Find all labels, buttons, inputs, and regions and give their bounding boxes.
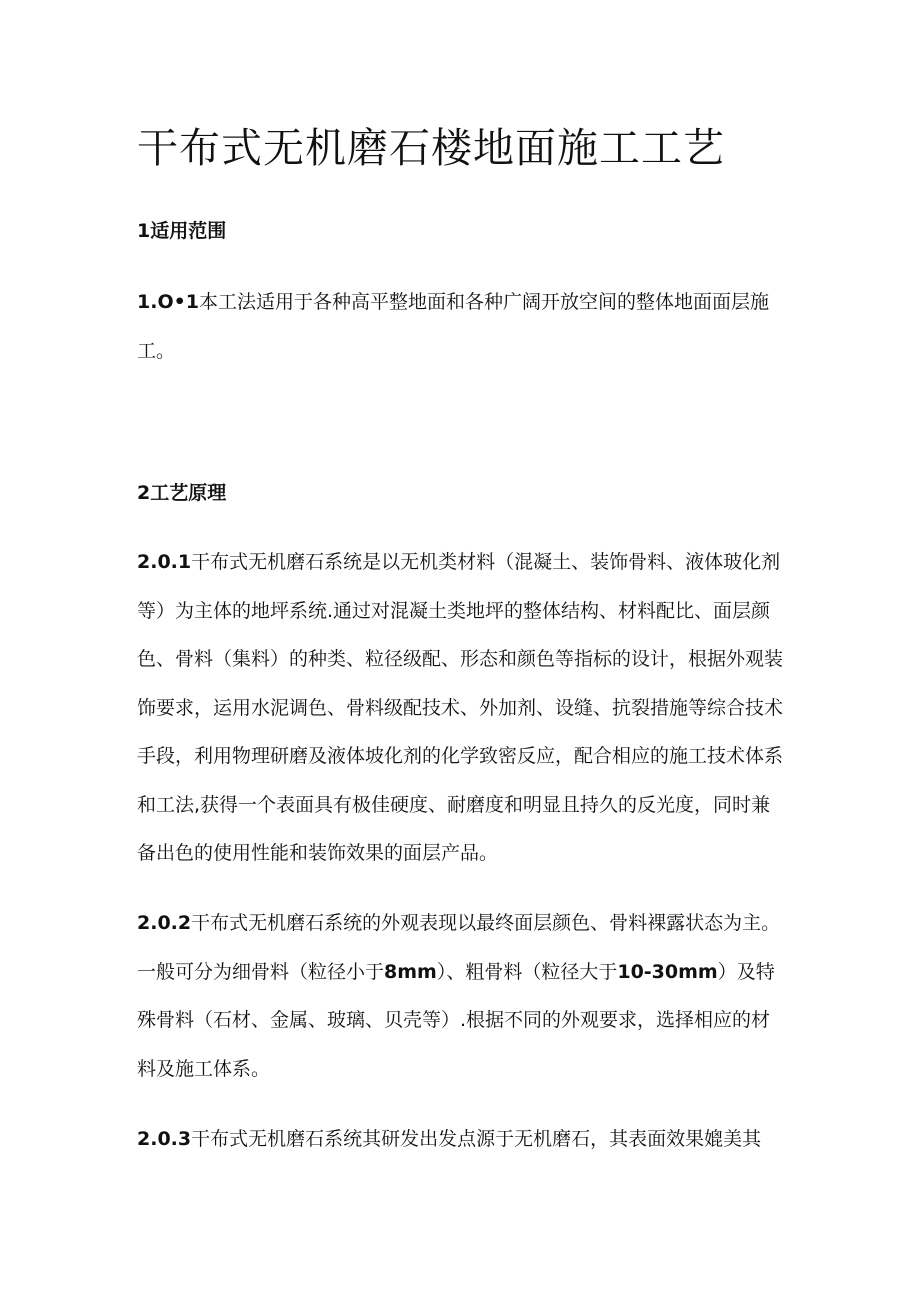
paragraph-text: 干布式无机磨石系统的外观表现以最终面层颜色、骨料裸露状态为主。一般可分为细骨料（粒径小于 — [137, 912, 781, 983]
document-title: 干布式无机磨石楼地面施工工艺 — [137, 124, 725, 172]
paragraph-number: 2.0.1 — [137, 551, 192, 573]
paragraph-2-0-2 — [137, 899, 787, 1093]
size-value: 8mm — [384, 960, 437, 983]
section-heading-scope: 1适用范围 — [137, 220, 227, 242]
paragraph-2-0-3 — [137, 1115, 787, 1164]
size-value: 10-30mm — [617, 960, 718, 983]
paragraph-text: 干布式无机磨石系统是以无机类材料（混凝土、装饰骨料、液体玻化剂等）为主体的地坪系统.通过对混凝土类地坪的整体结构、材料配比、面层颜色、骨料（集料）的种类、粒径级配、形态和颜色等指标的设计，根据外观装饰要求，运用水泥调色、骨料级配技术、外加剂、设缝、抗裂措施等综合技术手段，利用物理研磨及液体坡化剂的化学致密反应，配合相应的施工技术体系和工法,获得一个表面具有极佳硬度、耐磨度和明显且持久的反光度，同时兼备出色的使用性能和装饰效果的面层产品。 — [137, 551, 784, 864]
paragraph-text: ）及特殊骨料（石材、金属、玻璃、贝壳等）.根据不同的外观要求，选择相应的材料及施工体系。 — [137, 960, 775, 1080]
paragraph-number: 1.O•1 — [137, 291, 199, 313]
section-heading-principle: 2工艺原理 — [137, 482, 227, 504]
paragraph-number: 2.0.2 — [137, 912, 192, 934]
paragraph-text: 干布式无机磨石系统其研发出发点源于无机磨石，其表面效果媲美其 — [191, 1128, 762, 1150]
paragraph-1-0-1 — [137, 278, 787, 375]
paragraph-number: 2.0.3 — [137, 1128, 192, 1150]
paragraph-text: ）、粗骨料（粒径大于 — [436, 960, 618, 983]
paragraph-2-0-1 — [137, 538, 787, 878]
paragraph-text: 本工法适用于各种高平整地面和各种广阔开放空间的整体地面面层施工。 — [137, 291, 769, 362]
